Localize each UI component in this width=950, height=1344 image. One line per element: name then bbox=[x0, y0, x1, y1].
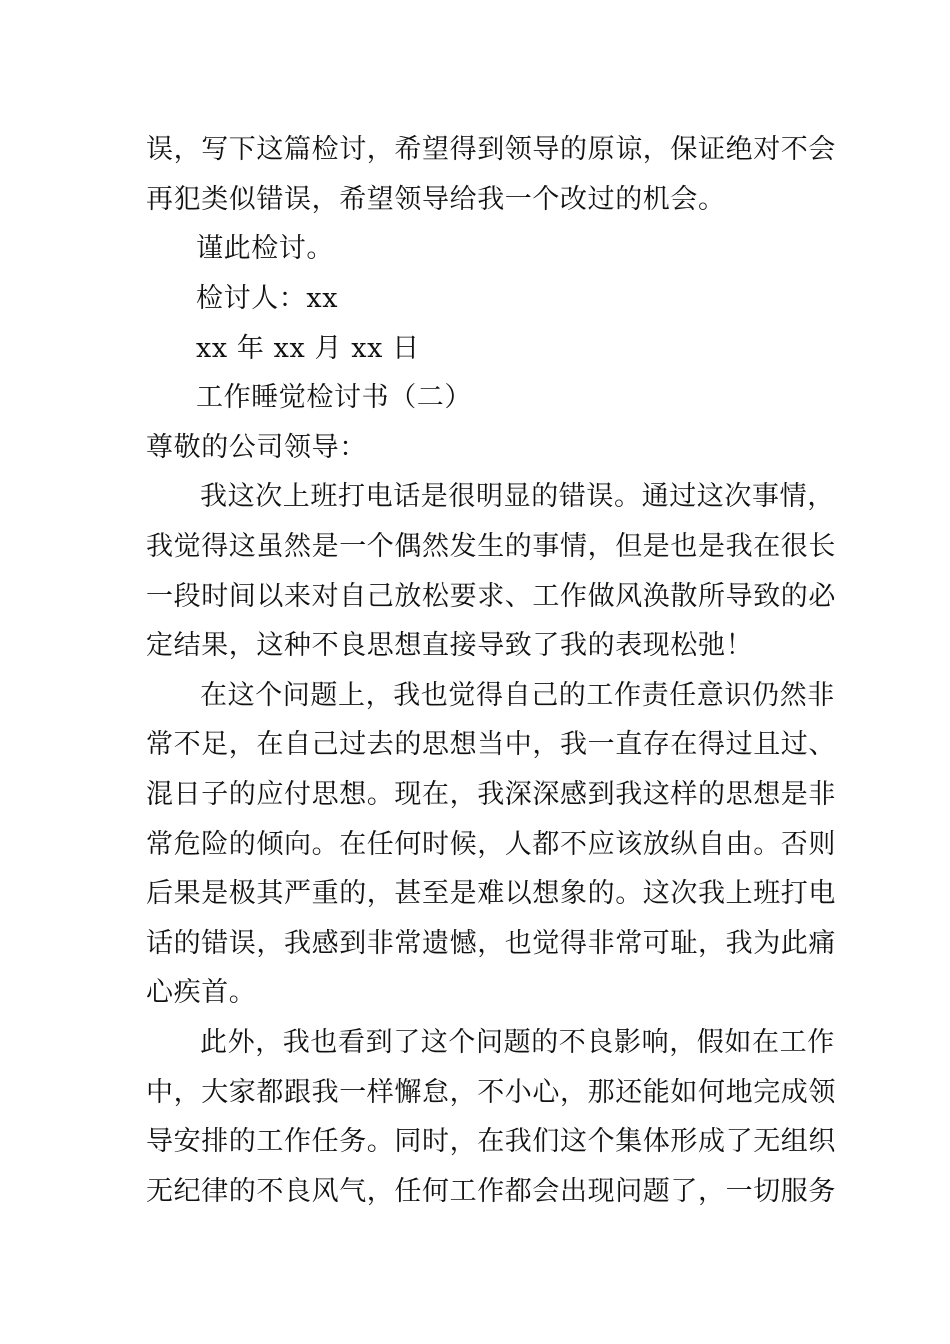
text-line: 再犯类似错误，希望领导给我一个改过的机会。 bbox=[146, 184, 726, 215]
text-line: 话的错误，我感到非常遗憾，也觉得非常可耻，我为此痛 bbox=[146, 928, 836, 959]
text-line: 在这个问题上，我也觉得自己的工作责任意识仍然非 bbox=[200, 680, 835, 711]
section-title: 工作睡觉检讨书（二） bbox=[196, 382, 472, 413]
date-line: xx 年 xx 月 xx 日 bbox=[196, 333, 420, 364]
text-line: 误，写下这篇检讨，希望得到领导的原谅，保证绝对不会 bbox=[146, 134, 836, 165]
text-line: 无纪律的不良风气，任何工作都会出现问题了，一切服务 bbox=[146, 1176, 836, 1207]
text-line: 常不足，在自己过去的思想当中，我一直存在得过且过、 bbox=[146, 729, 836, 760]
text-line: 此外，我也看到了这个问题的不良影响，假如在工作 bbox=[200, 1027, 835, 1058]
text-line: 我这次上班打电话是很明显的错误。通过这次事情， bbox=[200, 481, 835, 512]
text-line: 混日子的应付思想。现在，我深深感到我这样的思想是非 bbox=[146, 779, 836, 810]
text-line: 一段时间以来对自己放松要求、工作做风涣散所导致的必 bbox=[146, 581, 836, 612]
text-line: 定结果，这种不良思想直接导致了我的表现松弛！ bbox=[146, 630, 754, 661]
signature-line: 检讨人：xx bbox=[196, 283, 339, 314]
salutation: 尊敬的公司领导： bbox=[146, 432, 367, 463]
closing-line: 谨此检讨。 bbox=[196, 233, 334, 264]
text-line: 导安排的工作任务。同时，在我们这个集体形成了无组织 bbox=[146, 1126, 836, 1157]
text-line: 后果是极其严重的，甚至是难以想象的。这次我上班打电 bbox=[146, 878, 836, 909]
text-line: 常危险的倾向。在任何时候，人都不应该放纵自由。否则 bbox=[146, 829, 836, 860]
text-line: 我觉得这虽然是一个偶然发生的事情，但是也是我在很长 bbox=[146, 531, 836, 562]
text-line: 心疾首。 bbox=[146, 977, 257, 1008]
text-line: 中，大家都跟我一样懈怠，不小心，那还能如何地完成领 bbox=[146, 1077, 836, 1108]
